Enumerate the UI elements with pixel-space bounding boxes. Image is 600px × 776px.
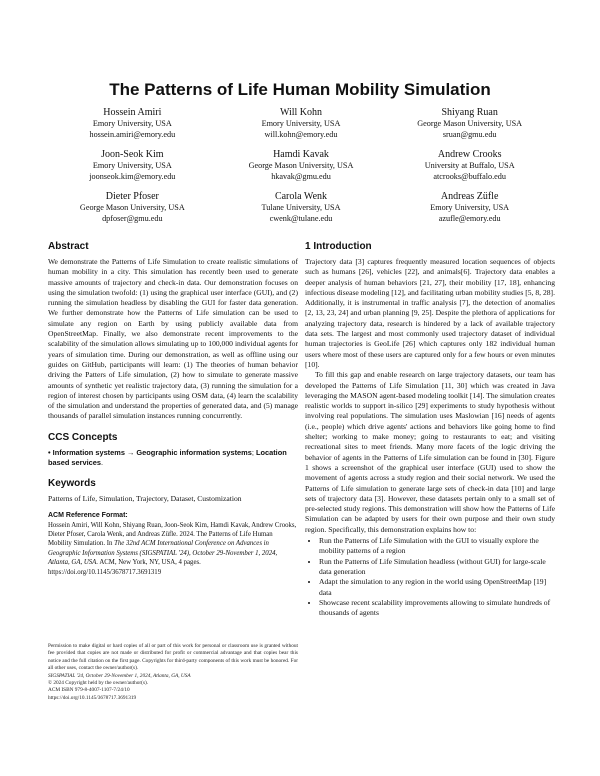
introduction-paragraph-1: Trajectory data [3] captures frequently measured location sequences of objects such as humans [26], vehicles [22], and animals[6]. Trajectory data enables a deeper analysis of human behaviors [21, 27], their mobility [17, 18], enhancing infectious disease modeling [12], and facilitating urban mobility studies [5, 8, 28]. Additionally, it is instrumental in traffic analysis [7], the detection of anomalies [2, 13, 23, 24] and urban planning [9, 25]. Despite the plethora of applications for analyzing trajectory data, research is hindered by a lack of available trajectory data sets. The largest and most commonly used trajectory dataset of individual human trajectories is GeoLife [26] which captures only 182 individual human users where most of these users are captured only for a few hours or even minutes [10].: [305, 257, 555, 369]
author-email[interactable]: cwenk@tulane.edu: [269, 213, 333, 223]
author-affiliation: Emory University, USA: [92, 161, 172, 171]
author-email[interactable]: hkavak@gmu.edu: [271, 171, 331, 181]
author-affiliation: George Mason University, USA: [417, 119, 523, 128]
reference-venue: The 32nd ACM International Conference on Advances in Geographic Information Systems (SIGSPATIAL '24), October 29-November 1, 2024, Atlanta, GA, USA.: [48, 540, 278, 567]
author-email[interactable]: atcrooks@buffalo.edu: [433, 171, 506, 181]
author-name: Carola Wenk: [274, 191, 328, 203]
copyright-line: © 2024 Copyright held by the owner/author(s).: [48, 680, 149, 687]
acm-reference-text: [48, 521, 298, 577]
ccs-end: .: [101, 458, 104, 468]
ccs-heading: CCS Concepts: [48, 431, 118, 443]
introduction-paragraph-2: To fill this gap and enable research on large trajectory datasets, our team has developed the Patterns of Life Simulation [11, 30] which was created in Java leveraging the MASON agent-based modeling toolkit [14]. The simulation creates realistic worlds to support in-silico [29] experiments to study hypothesis without involving real populations. The simulation uses Maslowian [16] needs of agents (i.e., people) which drive agents' actions and behaviors like going home to find shelter; working to make money; going to restaurants to eat; and visiting recreational sites to meet friends. Many more facets of the logic driving the behavior of agents in the Patterns of Life simulation can be found in [30]. Figure 1 shows a screenshot of the graphical user interface (GUI) used to show the movement of agents across a study region and their social network. We used the Patterns of Life simulation to generate large sets of check-in data [10] and large sets of trajectory data [3]. However, these datasets pertain only to a small set of pre-selected study regions. This demonstration will show how the Patterns of Life Simulation can be adapted by users for their own purpose and their own study region. Specifically, this demonstration explains how to:: [305, 370, 555, 534]
author-affiliation: George Mason University, USA: [248, 161, 354, 171]
ccs-item: Information systems → Geographic information systems: [52, 447, 252, 457]
list-item: • Showcase recent scalability improvements allowing to simulate hundreds of thousands of agents: [319, 598, 555, 619]
author-email[interactable]: joonseok.kim@emory.edu: [89, 171, 176, 181]
author: [385, 190, 554, 224]
author-name: Dieter Pfoser: [105, 191, 159, 203]
author-name: Hossein Amiri: [103, 107, 162, 118]
keywords-heading: Keywords: [48, 478, 96, 490]
author-affiliation: Emory University, USA: [261, 119, 341, 128]
ccs-separator: ;: [251, 447, 254, 457]
author-email[interactable]: azufle@emory.edu: [438, 213, 501, 223]
author-email[interactable]: will.kohn@emory.edu: [264, 129, 338, 139]
author-affiliation: Emory University, USA: [430, 203, 510, 213]
author-affiliation: Tulane University, USA: [261, 203, 341, 213]
list-item: • Run the Patterns of Life Simulation with the GUI to visually explore the mobility patterns of a region: [319, 536, 555, 557]
author-email[interactable]: sruan@gmu.edu: [442, 129, 497, 139]
list-item: • Run the Patterns of Life Simulation headless (without GUI) for large-scale data generation: [319, 557, 555, 578]
ccs-bullet: •: [48, 447, 51, 457]
demo-list: [305, 536, 555, 618]
author-email[interactable]: hossein.amiri@emory.edu: [89, 129, 176, 139]
introduction-heading: 1 Introduction: [305, 241, 372, 252]
author-name: Andrew Crooks: [437, 149, 502, 161]
author-affiliation: Emory University, USA: [92, 119, 172, 128]
abstract-heading: Abstract: [48, 241, 89, 252]
author-email[interactable]: dpfoser@gmu.edu: [102, 213, 163, 223]
paper-title: The Patterns of Life Human Mobility Simulation: [109, 80, 491, 99]
author: [48, 148, 217, 182]
abstract-text: We demonstrate the Patterns of Life Simulation to create realistic simulations of human mobility in a city. This simulation has recently been used to generate massive amounts of trajectory and check-in data. Our demonstration focuses on using the simulation twofold: (1) using the graphical user interface (GUI), and (2) running the simulation headless by disabling the GUI for faster data generation. We further demonstrate how the Patterns of Life simulation can be used to simulate any region on Earth by using publicly available data from OpenStreetMap. Finally, we also demonstrate recent improvements to the scalability of the simulation allows simulating up to 100,000 individual agents for years of simulation time. During our demonstration, as well as offline using our guides on GitHub, participants will learn: (1) The theories of human behavior driving the Patters of Life simulation, (2) how to simulate to generate massive amounts of synthetic yet realistic trajectory data, (3) running the simulation for a region of interest chosen by participants using OSM data, (4) learn the scalability of the simulation and understand the properties of generated data, and (5) manage thousands of parallel simulation instances running concurrently.: [48, 257, 298, 421]
author-name: Andreas Züfle: [440, 191, 499, 203]
ccs-section: [48, 431, 298, 469]
left-column: [48, 240, 298, 577]
right-column: [305, 240, 555, 618]
author-name: Will Kohn: [279, 107, 323, 118]
acm-reference-heading: ACM Reference Format:: [48, 511, 128, 519]
author: [217, 190, 386, 224]
ccs-concepts: [48, 448, 298, 469]
venue-line: SIGSPATIAL '24, October 29-November 1, 2024, Atlanta, GA, USA: [48, 672, 191, 679]
author-affiliation: George Mason University, USA: [79, 203, 185, 213]
permission-notice: Permission to make digital or hard copies of all or part of this work for personal or classroom use is granted without fee provided that copies are not made or distributed for profit or commercial advantage and that copies bear this notice and the full citation on the first page. Copyrights for third-party components of this work must be honored. For all other uses, contact the owner/author(s).: [48, 643, 298, 672]
ccs-item: Location based services: [48, 447, 287, 468]
author: [48, 106, 217, 140]
author: [385, 106, 554, 140]
list-item: • Adapt the simulation to any region in the world using OpenStreetMap [19] data: [319, 577, 555, 598]
keywords-section: [48, 477, 298, 504]
reference-doi[interactable]: ACM, New York, NY, USA, 4 pages. https://doi.org/10.1145/3678717.3691319: [48, 559, 201, 576]
copyright-block: [48, 643, 298, 702]
author: [48, 190, 217, 224]
keywords-text: Patterns of Life, Simulation, Trajectory, Dataset, Customization: [48, 494, 242, 504]
author-name: Hamdi Kavak: [273, 149, 329, 161]
author-affiliation: University at Buffalo, USA: [424, 161, 515, 171]
author: [385, 148, 554, 182]
author-name: Shiyang Ruan: [441, 107, 498, 118]
isbn-line: ACM ISBN 979-8-4007-1107-7/24/10: [48, 687, 130, 694]
reference-authors: Hossein Amiri, Will Kohn, Shiyang Ruan, Joon-Seok Kim, Hamdi Kavak, Andrew Crooks, Dieter Pfoser, Carola Wenk, and Andreas Züfle. 2024. The Patterns of Life Human Mobility Simulation. In: [48, 521, 297, 548]
doi-link[interactable]: https://doi.org/10.1145/3678717.3691319: [48, 694, 137, 701]
author: [217, 106, 386, 140]
author: [217, 148, 386, 182]
author-name: Joon-Seok Kim: [101, 149, 164, 161]
author-block: [48, 106, 554, 225]
